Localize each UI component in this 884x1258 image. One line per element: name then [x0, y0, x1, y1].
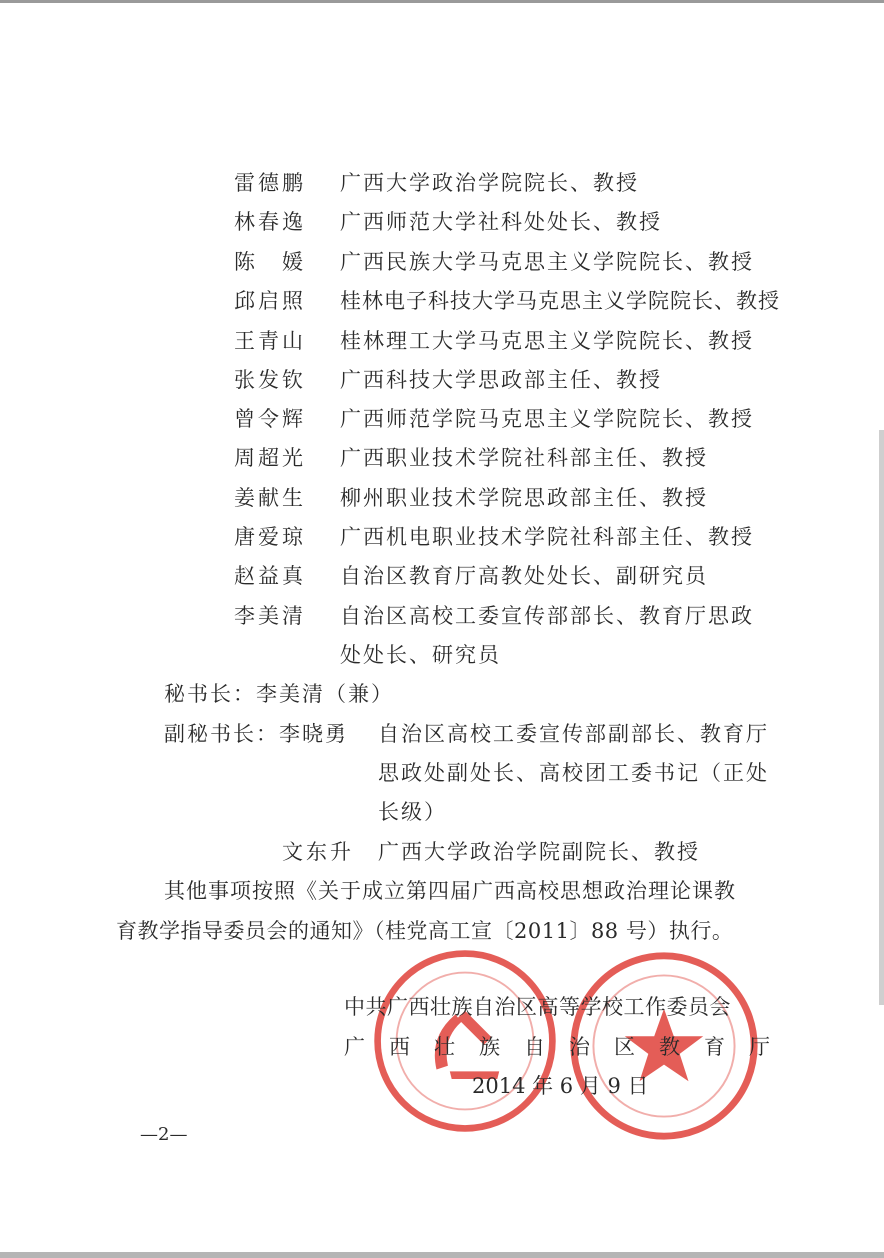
org-char: 区	[614, 1035, 635, 1059]
member-role: 广西科技大学思政部主任、教授	[340, 368, 662, 392]
deputy2-role: 广西大学政治学院副院长、教授	[378, 840, 700, 864]
org-char: 西	[389, 1035, 410, 1059]
member-role: 广西大学政治学院院长、教授	[340, 171, 639, 195]
secretary-general: 秘书长：李美清（兼）	[164, 682, 394, 706]
closing-paragraph-line: 其他事项按照《关于成立第四届广西高校思想政治理论课教	[164, 879, 736, 903]
member-name: 李美清	[234, 604, 306, 628]
member-name: 张发钦	[234, 368, 306, 392]
member-name: 雷德鹏	[234, 171, 306, 195]
closing-paragraph-line: 育教学指导委员会的通知》（桂党高工宣〔2011〕88 号）执行。	[116, 919, 734, 943]
org-char: 治	[569, 1035, 590, 1059]
page-number: —2—	[140, 1124, 188, 1145]
org-char: 自	[524, 1035, 545, 1059]
member-role-continued: 处处长、研究员	[340, 643, 501, 667]
member-role: 桂林电子科技大学马克思主义学院院长、教授	[340, 289, 780, 313]
deputy-role-line: 思政处副处长、高校团工委书记（正处	[378, 761, 769, 785]
org-char: 教	[659, 1035, 680, 1059]
org-char: 族	[479, 1035, 500, 1059]
deputy-role-line: 长级）	[378, 800, 447, 824]
signature-org-department	[344, 1034, 770, 1060]
member-name: 姜献生	[234, 486, 306, 510]
member-name: 曾令辉	[234, 407, 306, 431]
member-name: 陈 媛	[234, 250, 306, 274]
member-role: 自治区教育厅高教处处长、副研究员	[340, 564, 708, 588]
member-name: 周超光	[234, 446, 306, 470]
deputy-secretary-label: 副秘书长：李晓勇	[164, 722, 348, 746]
org-char: 壮	[434, 1035, 455, 1059]
signature-org-party: 中共广西壮族自治区高等学校工作委员会	[344, 995, 731, 1019]
member-name: 王青山	[234, 329, 306, 353]
member-role: 广西职业技术学院社科部主任、教授	[340, 446, 708, 470]
org-char: 育	[704, 1035, 725, 1059]
member-name: 邱启照	[234, 289, 306, 313]
member-role: 广西师范大学社科处处长、教授	[340, 210, 662, 234]
member-role: 广西民族大学马克思主义学院院长、教授	[340, 250, 754, 274]
member-role: 广西师范学院马克思主义学院院长、教授	[340, 407, 754, 431]
member-role: 自治区高校工委宣传部部长、教育厅思政	[340, 604, 754, 628]
member-name: 林春逸	[234, 210, 306, 234]
org-char: 广	[344, 1035, 365, 1059]
member-role: 广西机电职业技术学院社科部主任、教授	[340, 525, 754, 549]
deputy-role-line: 自治区高校工委宣传部副部长、教育厅	[378, 722, 769, 746]
member-name: 赵益真	[234, 564, 306, 588]
member-role: 桂林理工大学马克思主义学院院长、教授	[340, 329, 754, 353]
member-name: 唐爱琼	[234, 525, 306, 549]
deputy2-name: 文东升	[282, 840, 354, 864]
org-char: 厅	[749, 1035, 770, 1059]
page-bottom-border	[0, 1252, 884, 1258]
signature-date: 2014 年 6 月 9 日	[472, 1074, 649, 1098]
member-role: 柳州职业技术学院思政部主任、教授	[340, 486, 708, 510]
